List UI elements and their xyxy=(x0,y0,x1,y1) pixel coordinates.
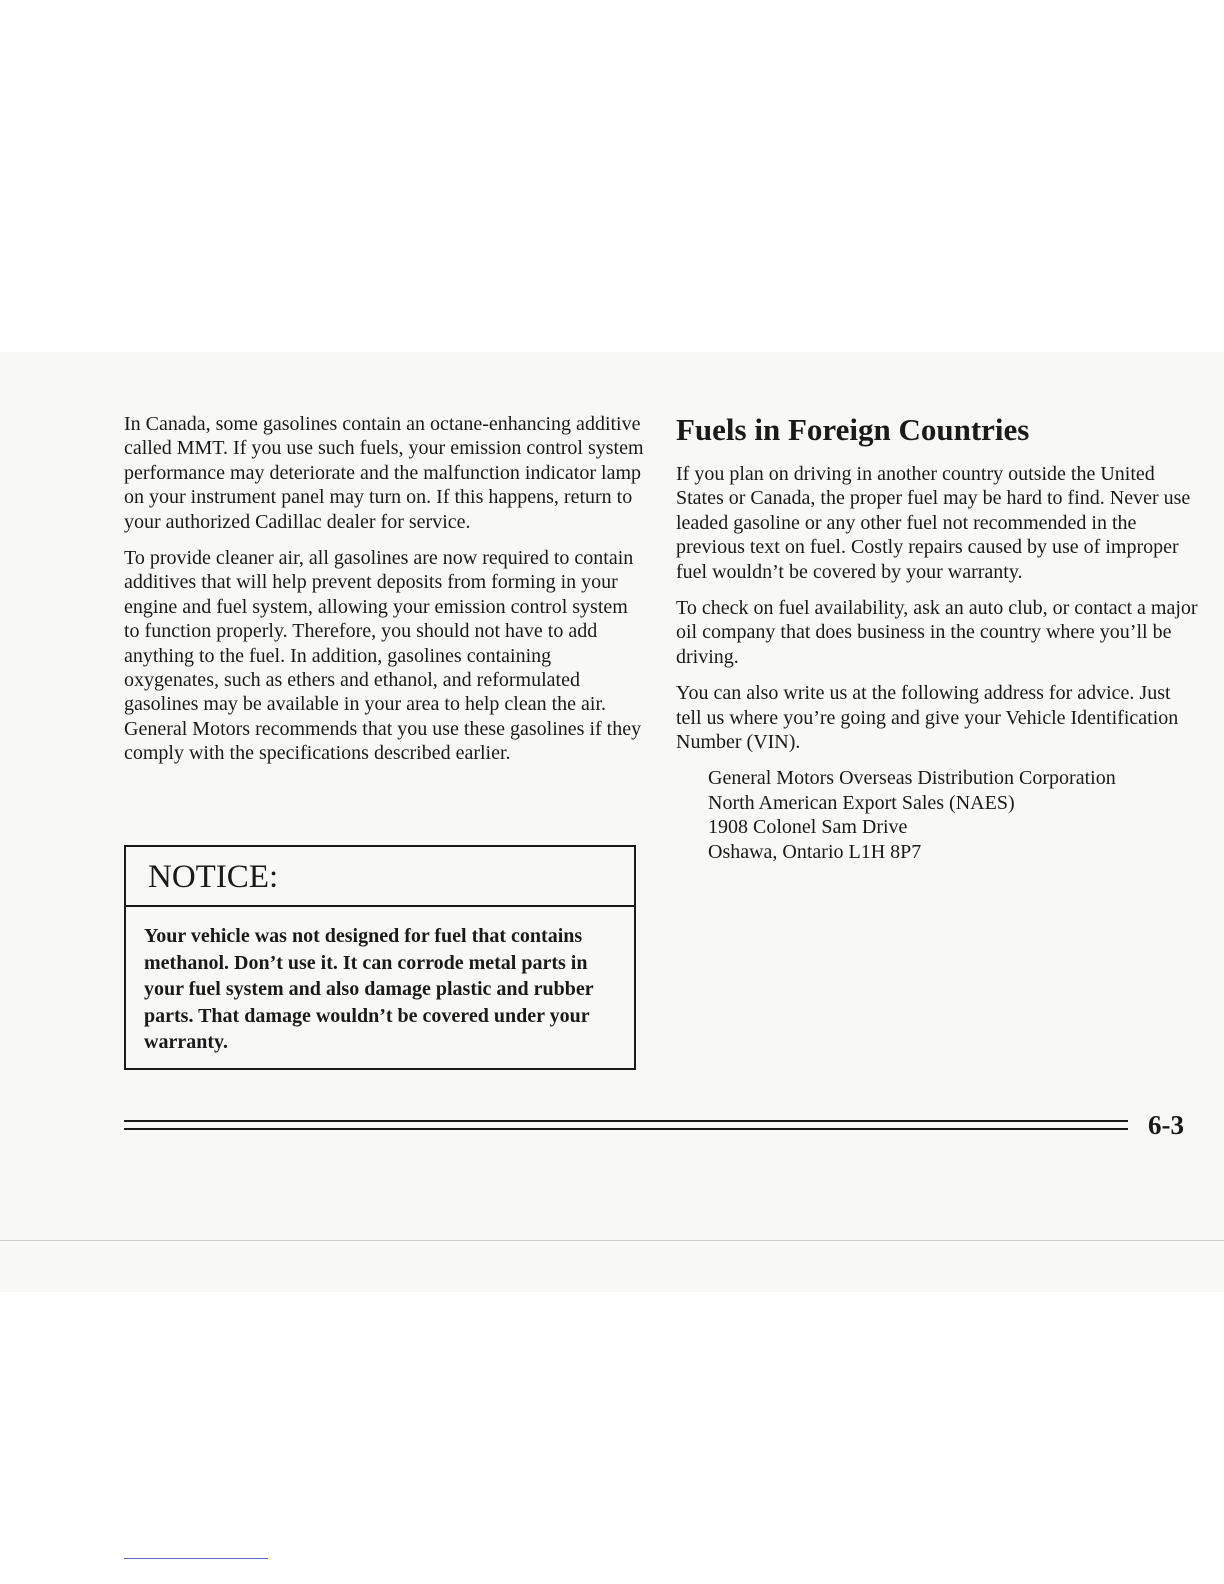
left-column xyxy=(124,412,644,778)
notice-box xyxy=(124,845,636,1070)
footer-link-underline xyxy=(124,1558,268,1559)
page-number: 6-3 xyxy=(1148,1110,1184,1140)
paragraph-cleaner-air: To provide cleaner air, all gasolines are now required to contain additives that will help prevent deposits from forming in your engine and fuel system, allowing your emission control system to function properly. Therefore, you should not have to add anything to the fuel. In addition, gasolines containing oxygenates, such as ethers and ethanol, and reformulated gasolines may be available in your area to help clean the air. General Motors recommends that you use these gasolines if they comply with the specifications described earlier. xyxy=(124,547,642,765)
notice-body: Your vehicle was not designed for fuel that contains methanol. Don’t use it. It can corrode metal parts in your fuel system and also damage plastic and rubber parts. That damage wouldn’t be covered under your warranty. xyxy=(144,925,594,1053)
paragraph-fuel-availability: To check on fuel availability, ask an auto club, or contact a major oil company that does business in the country where you’ll be driving. xyxy=(676,597,1198,668)
footer-rule-bottom xyxy=(124,1128,1128,1130)
paragraph-foreign-fuel: If you plan on driving in another country outside the United States or Canada, the proper fuel may be hard to find. Never use leaded gasoline or any other fuel not recommended in the previous text on fuel. Costly repairs caused by use of improper fuel wouldn’t be covered by your warranty. xyxy=(676,463,1191,583)
address-line: General Motors Overseas Distribution Corporation xyxy=(708,767,1116,790)
scan-edge-line xyxy=(0,1240,1224,1241)
address-line: 1908 Colonel Sam Drive xyxy=(708,816,908,839)
paragraph-write-us: You can also write us at the following address for advice. Just tell us where you’re going and give your Vehicle Identification Number (VIN). xyxy=(676,682,1179,754)
address-line: Oshawa, Ontario L1H 8P7 xyxy=(708,840,922,863)
address-line: North American Export Sales (NAES) xyxy=(708,791,1015,814)
notice-heading: NOTICE: xyxy=(126,847,634,907)
right-column xyxy=(676,410,1200,864)
mailing-address xyxy=(708,766,1200,864)
section-heading: Fuels in Foreign Countries xyxy=(676,412,1030,447)
paragraph-mmt: In Canada, some gasolines contain an octane-enhancing additive called MMT. If you use such fuels, your emission control system performance may deteriorate and the malfunction indicator lamp on your instrument panel may turn on. If this happens, return to your authorized Cadillac dealer for service. xyxy=(124,413,644,533)
footer-rule-top xyxy=(124,1120,1128,1122)
